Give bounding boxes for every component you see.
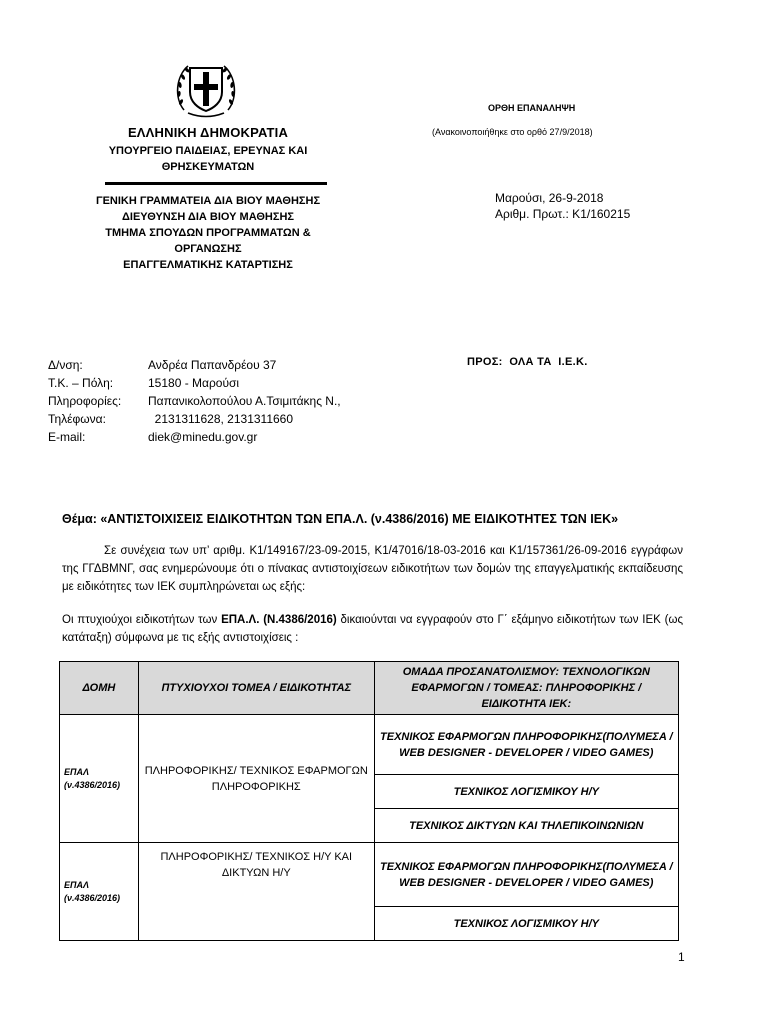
- contact-row: [48, 374, 341, 392]
- department-line: ΓΕΝΙΚΗ ΓΡΑΜΜΑΤΕΙΑ ΔΙΑ ΒΙΟΥ ΜΑΘΗΣΗΣ: [95, 195, 321, 207]
- paragraph-text: Οι πτυχιούχοι ειδικοτήτων των: [62, 614, 222, 626]
- contact-value: 2131311628, 2131311660: [148, 412, 294, 426]
- email-link[interactable]: diek@minedu.gov.gr: [148, 430, 258, 444]
- specialty-cell: ΤΕΧΝΙΚΟΣ ΕΦΑΡΜΟΓΩΝ ΠΛΗΡΟΦΟΡΙΚΗΣ(ΠΟΛΥΜΕΣΑ / WEB DESIGNER - DEVELOPER / VIDEO GAMES): [374, 715, 678, 775]
- recipient: ΠΡΟΣ: ΟΛΑ ΤΑ Ι.Ε.Κ.: [467, 356, 588, 368]
- structure-law: (ν.4386/2016): [64, 779, 121, 790]
- correction-title: ΟΡΘΗ ΕΠΑΝΑΛΗΨΗ: [488, 103, 576, 113]
- structure-law: (ν.4386/2016): [64, 892, 121, 903]
- department-line: ΔΙΕΥΘΥΝΣΗ ΔΙΑ ΒΙΟΥ ΜΑΘΗΣΗΣ: [121, 211, 294, 223]
- contact-value: 15180 - Μαρούσι: [148, 376, 240, 390]
- contact-value: Παπανικολοπούλου Α.Τσιμιτάκης Ν.,: [148, 394, 341, 408]
- contact-info: [48, 356, 341, 446]
- paragraph-eligibility: [62, 611, 683, 647]
- ministry-line: ΘΡΗΣΚΕΥΜΑΤΩΝ: [161, 161, 255, 173]
- structure-cell: [60, 715, 139, 843]
- column-header: ΠΤΥΧΙΟΥΧΟΙ ΤΟΜΕΑ / ΕΙΔΙΚΟΤΗΤΑΣ: [138, 662, 374, 715]
- contact-label: Δ/νση:: [48, 358, 83, 372]
- table-row: [60, 715, 679, 775]
- department-line: ΤΜΗΜΑ ΣΠΟΥΔΩΝ ΠΡΟΓΡΑΜΜΑΤΩΝ &: [105, 227, 311, 239]
- date-protocol-block: [495, 190, 630, 222]
- state-name: ΕΛΛΗΝΙΚΗ ΔΗΜΟΚΡΑΤΙΑ: [127, 125, 289, 140]
- department-block: [80, 193, 336, 273]
- ministry-line: ΥΠΟΥΡΓΕΙΟ ΠΑΙΔΕΙΑΣ, ΕΡΕΥΝΑΣ ΚΑΙ: [108, 145, 308, 157]
- protocol-number: Αριθμ. Πρωτ.: Κ1/160215: [495, 207, 631, 221]
- table-row: [60, 843, 679, 907]
- column-header: ΟΜΑΔΑ ΠΡΟΣΑΝΑΤΟΛΙΣΜΟΥ: ΤΕΧΝΟΛΟΓΙΚΩΝ ΕΦΑΡΜΟΓΩΝ / ΤΟΜΕΑΣ: ΠΛΗΡΟΦΟΡΙΚΗΣ / ΕΙΔΙΚΟΤΗΤΑ ΙΕΚ:: [374, 662, 678, 715]
- specialty-cell: ΤΕΧΝΙΚΟΣ ΕΦΑΡΜΟΓΩΝ ΠΛΗΡΟΦΟΡΙΚΗΣ(ΠΟΛΥΜΕΣΑ / WEB DESIGNER - DEVELOPER / VIDEO GAMES): [374, 843, 678, 907]
- paragraph-text: δικαιούνται να εγγραφούν στο Γ΄ εξάμηνο ειδικοτήτων των ΙΕΚ (ως κατάταξη) σύμφωνα με τις εξής αντιστοιχίσεις :: [62, 614, 683, 644]
- contact-label: Πληροφορίες:: [48, 394, 122, 408]
- specialty-cell: ΤΕΧΝΙΚΟΣ ΛΟΓΙΣΜΙΚΟΥ Η/Υ: [374, 907, 678, 941]
- ministry-name: [80, 143, 336, 175]
- table-header-row: [60, 662, 679, 715]
- column-header: ΔΟΜΗ: [60, 662, 139, 715]
- header-divider: [105, 182, 327, 185]
- place-date: Μαρούσι, 26-9-2018: [495, 191, 604, 205]
- department-line: ΟΡΓΑΝΩΣΗΣ: [174, 243, 242, 255]
- contact-value: Ανδρέα Παπανδρέου 37: [148, 358, 277, 372]
- contact-label: E-mail:: [48, 430, 86, 444]
- paragraph-intro: Σε συνέχεια των υπ’ αριθμ. Κ1/149167/23-09-2015, Κ1/47016/18-03-2016 και Κ1/157361/26-09-2016 εγγράφων της ΓΓΔΒΜΝΓ, σας ενημερώνουμε ότι ο πίνακας αντιστοιχίσεων ειδικοτήτων των δομών της επαγγελματικής εκπαίδευσης με ειδικότητες των ΙΕΚ συμπληρώνεται ως εξής:: [62, 545, 683, 593]
- department-line: ΕΠΑΓΓΕΛΜΑΤΙΚΗΣ ΚΑΤΑΡΤΙΣΗΣ: [123, 259, 293, 271]
- contact-row: [48, 428, 341, 446]
- structure-type: ΕΠΑΛ: [64, 879, 89, 890]
- correction-note: (Ανακοινοποιήθηκε στο ορθό 27/9/2018): [432, 127, 593, 137]
- holder-cell: ΠΛΗΡΟΦΟΡΙΚΗΣ/ ΤΕΧΝΙΚΟΣ Η/Υ ΚΑΙ ΔΙΚΤΥΩΝ Η/Υ: [138, 843, 374, 941]
- contact-row: [48, 392, 341, 410]
- specialty-cell: ΤΕΧΝΙΚΟΣ ΔΙΚΤΥΩΝ ΚΑΙ ΤΗΛΕΠΙΚΟΙΝΩΝΙΩΝ: [374, 809, 678, 843]
- page-number: 1: [678, 950, 685, 964]
- hellenic-republic-emblem-icon: [172, 58, 240, 120]
- contact-row: [48, 410, 341, 428]
- equivalence-table: [59, 661, 679, 941]
- contact-row: [48, 356, 341, 374]
- structure-cell: [60, 843, 139, 941]
- subject-line: Θέμα: «ΑΝΤΙΣΤΟΙΧΙΣΕΙΣ ΕΙΔΙΚΟΤΗΤΩΝ ΤΩΝ ΕΠΑ.Λ. (ν.4386/2016) ΜΕ ΕΙΔΙΚΟΤΗΤΕΣ ΤΩΝ ΙΕΚ»: [62, 512, 619, 526]
- paragraph-bold-text: ΕΠΑ.Λ. (Ν.4386/2016): [221, 614, 337, 626]
- holder-cell: ΠΛΗΡΟΦΟΡΙΚΗΣ/ ΤΕΧΝΙΚΟΣ ΕΦΑΡΜΟΓΩΝ ΠΛΗΡΟΦΟΡΙΚΗΣ: [138, 715, 374, 843]
- contact-label: Τηλέφωνα:: [48, 412, 106, 426]
- contact-label: Τ.Κ. – Πόλη:: [48, 376, 114, 390]
- specialty-cell: ΤΕΧΝΙΚΟΣ ΛΟΓΙΣΜΙΚΟΥ Η/Υ: [374, 775, 678, 809]
- structure-type: ΕΠΑΛ: [64, 766, 89, 777]
